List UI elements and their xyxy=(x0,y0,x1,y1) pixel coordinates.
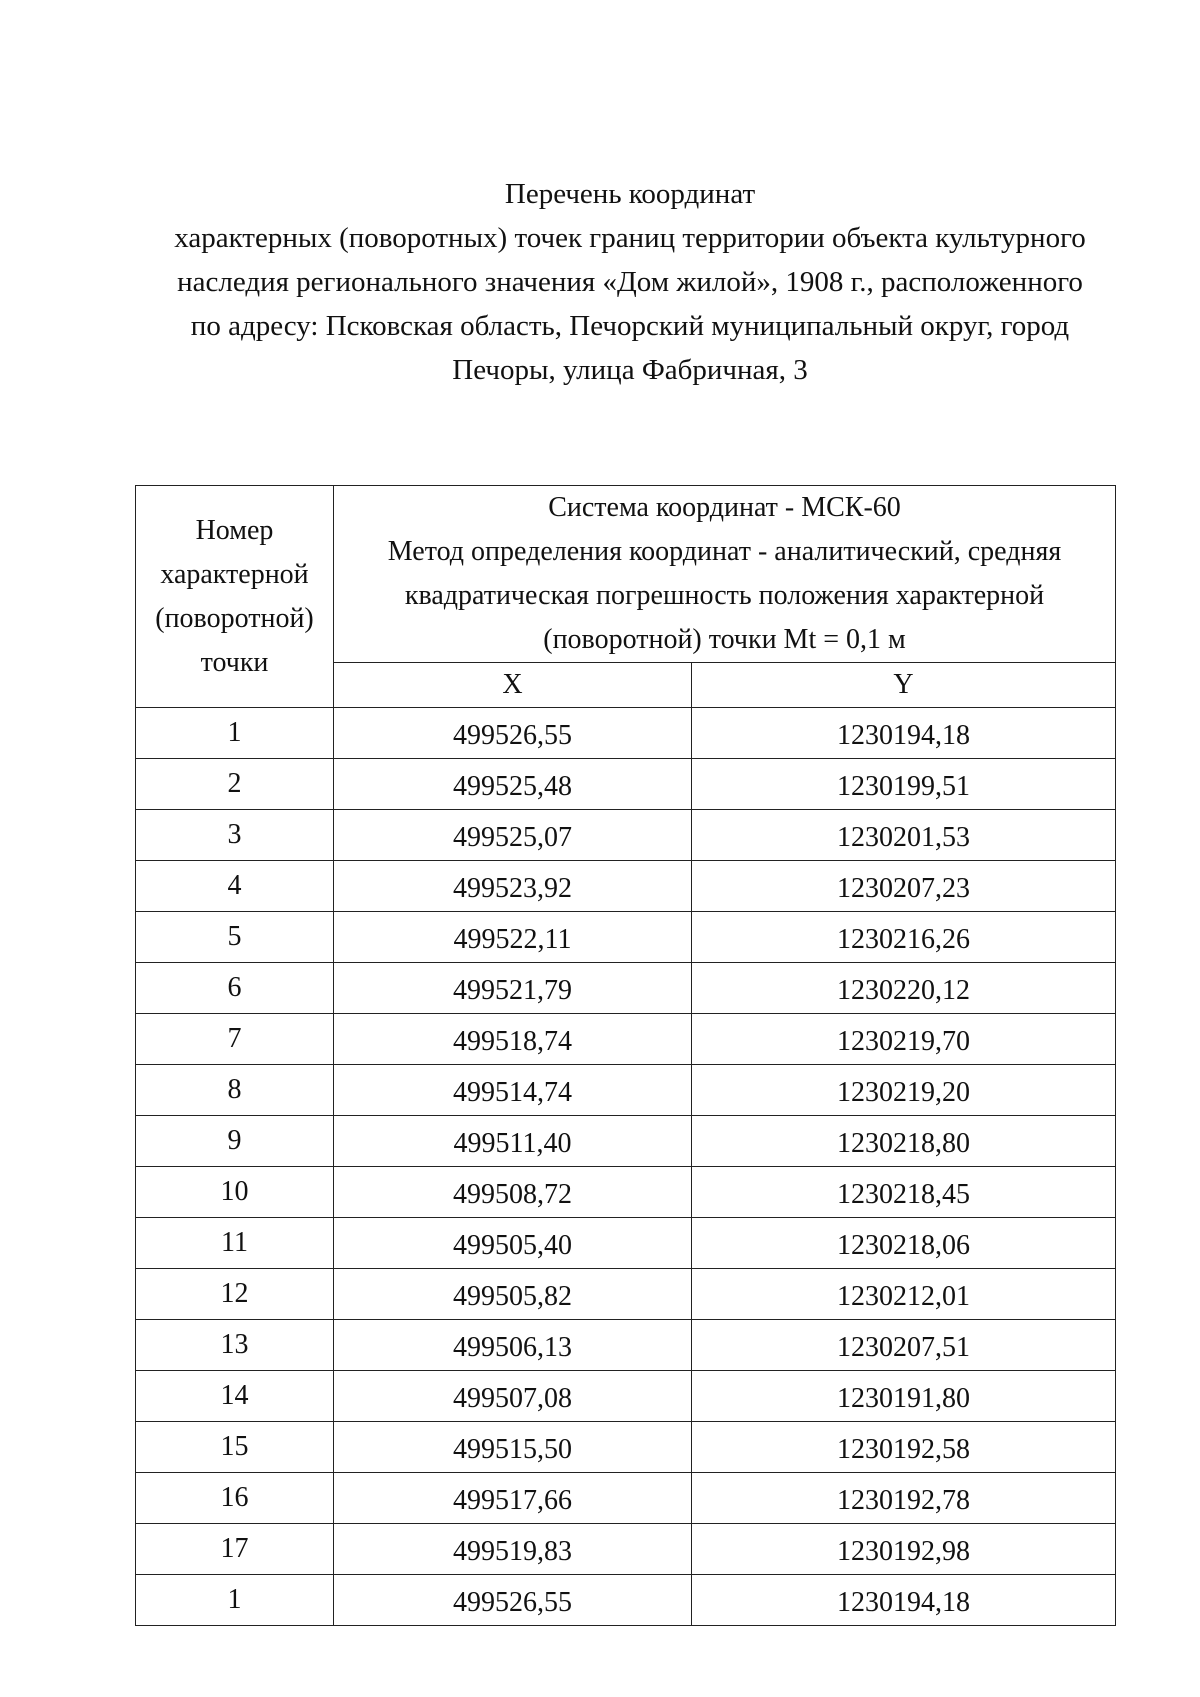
point-number-cell: 17 xyxy=(136,1524,334,1575)
y-coordinate-cell: 1230218,80 xyxy=(692,1116,1116,1167)
point-number-cell: 3 xyxy=(136,810,334,861)
point-number-cell: 9 xyxy=(136,1116,334,1167)
table-row xyxy=(136,1422,1116,1473)
y-coordinate-cell: 1230212,01 xyxy=(692,1269,1116,1320)
table-row xyxy=(136,1065,1116,1116)
y-coordinate-cell: 1230192,58 xyxy=(692,1422,1116,1473)
table-row xyxy=(136,963,1116,1014)
x-coordinate-cell: 499526,55 xyxy=(334,708,692,759)
header-line: (поворотной) xyxy=(155,602,314,634)
point-number-cell: 11 xyxy=(136,1218,334,1269)
y-coordinate-cell: 1230207,23 xyxy=(692,861,1116,912)
title-line: Перечень координат xyxy=(504,178,756,210)
point-number-cell: 14 xyxy=(136,1371,334,1422)
table-row xyxy=(136,1575,1116,1626)
table-row xyxy=(136,1014,1116,1065)
x-coordinate-cell: 499523,92 xyxy=(334,861,692,912)
table-row xyxy=(136,912,1116,963)
table-row xyxy=(136,1320,1116,1371)
x-coordinate-cell: 499522,11 xyxy=(334,912,692,963)
point-number-cell: 7 xyxy=(136,1014,334,1065)
y-coordinate-cell: 1230218,06 xyxy=(692,1218,1116,1269)
table-row xyxy=(136,1167,1116,1218)
x-coordinate-cell: 499517,66 xyxy=(334,1473,692,1524)
table-row xyxy=(136,1371,1116,1422)
x-coordinate-cell: 499526,55 xyxy=(334,1575,692,1626)
point-number-cell: 4 xyxy=(136,861,334,912)
header-line: Метод определения координат - аналитический, средняя xyxy=(387,536,1062,567)
title-line: по адресу: Псковская область, Печорский муниципальный округ, город xyxy=(190,310,1070,342)
y-coordinate-cell: 1230218,45 xyxy=(692,1167,1116,1218)
point-number-cell: 1 xyxy=(136,708,334,759)
table-row xyxy=(136,1269,1116,1320)
x-coordinate-cell: 499518,74 xyxy=(334,1014,692,1065)
title-line: характерных (поворотных) точек границ территории объекта культурного xyxy=(174,222,1086,254)
y-coordinate-cell: 1230219,70 xyxy=(692,1014,1116,1065)
header-line: характерной xyxy=(160,558,309,590)
x-coordinate-cell: 499506,13 xyxy=(334,1320,692,1371)
x-coordinate-cell: 499511,40 xyxy=(334,1116,692,1167)
x-coordinate-cell: 499525,07 xyxy=(334,810,692,861)
point-number-cell: 1 xyxy=(136,1575,334,1626)
point-number-cell: 6 xyxy=(136,963,334,1014)
y-coordinate-cell: 1230220,12 xyxy=(692,963,1116,1014)
x-coordinate-cell: 499505,40 xyxy=(334,1218,692,1269)
header-line: квадратическая погрешность положения характерной xyxy=(404,580,1045,611)
document-title xyxy=(150,172,1110,392)
title-line: наследия регионального значения «Дом жилой», 1908 г., расположенного xyxy=(177,266,1083,298)
y-coordinate-cell: 1230199,51 xyxy=(692,759,1116,810)
y-coordinate-cell: 1230191,80 xyxy=(692,1371,1116,1422)
x-column-header: X xyxy=(334,663,692,708)
y-coordinate-cell: 1230207,51 xyxy=(692,1320,1116,1371)
point-number-cell: 12 xyxy=(136,1269,334,1320)
x-coordinate-cell: 499519,83 xyxy=(334,1524,692,1575)
x-coordinate-cell: 499508,72 xyxy=(334,1167,692,1218)
table-row xyxy=(136,810,1116,861)
table-row xyxy=(136,861,1116,912)
y-coordinate-cell: 1230192,98 xyxy=(692,1524,1116,1575)
coordinate-system-header xyxy=(334,486,1116,663)
point-number-cell: 13 xyxy=(136,1320,334,1371)
point-number-cell: 5 xyxy=(136,912,334,963)
y-coordinate-cell: 1230192,78 xyxy=(692,1473,1116,1524)
point-number-header xyxy=(136,486,334,708)
point-number-cell: 16 xyxy=(136,1473,334,1524)
header-line: точки xyxy=(200,646,269,678)
y-coordinate-cell: 1230201,53 xyxy=(692,810,1116,861)
x-coordinate-cell: 499505,82 xyxy=(334,1269,692,1320)
header-line: Номер xyxy=(195,514,274,546)
x-coordinate-cell: 499515,50 xyxy=(334,1422,692,1473)
table-row xyxy=(136,1218,1116,1269)
point-number-cell: 15 xyxy=(136,1422,334,1473)
point-number-cell: 10 xyxy=(136,1167,334,1218)
point-number-cell: 8 xyxy=(136,1065,334,1116)
y-coordinate-cell: 1230194,18 xyxy=(692,708,1116,759)
y-coordinate-cell: 1230194,18 xyxy=(692,1575,1116,1626)
header-line: Система координат - МСК-60 xyxy=(548,492,901,523)
y-coordinate-cell: 1230219,20 xyxy=(692,1065,1116,1116)
header-line: (поворотной) точки Mt = 0,1 м xyxy=(543,624,906,655)
title-line: Печоры, улица Фабричная, 3 xyxy=(452,354,808,386)
y-coordinate-cell: 1230216,26 xyxy=(692,912,1116,963)
coordinates-table xyxy=(135,485,1116,1626)
table-row xyxy=(136,1116,1116,1167)
x-coordinate-cell: 499521,79 xyxy=(334,963,692,1014)
table-row xyxy=(136,759,1116,810)
table-row xyxy=(136,708,1116,759)
table-row xyxy=(136,1524,1116,1575)
x-coordinate-cell: 499525,48 xyxy=(334,759,692,810)
point-number-cell: 2 xyxy=(136,759,334,810)
x-coordinate-cell: 499514,74 xyxy=(334,1065,692,1116)
x-coordinate-cell: 499507,08 xyxy=(334,1371,692,1422)
table-row xyxy=(136,1473,1116,1524)
y-column-header: Y xyxy=(692,663,1116,708)
table-body xyxy=(136,708,1116,1626)
